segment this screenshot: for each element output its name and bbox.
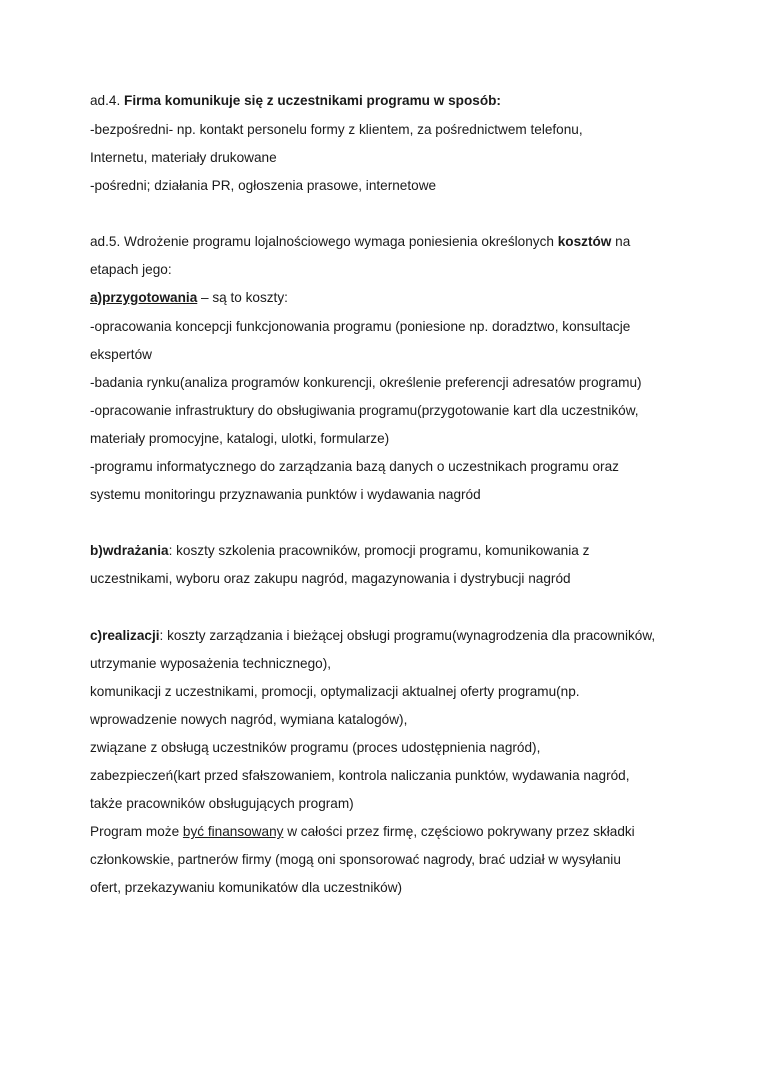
ad4-prefix: ad.4.: [90, 93, 125, 108]
text-line: -programu informatycznego do zarządzania bazą danych o uczestnikach programu oraz: [90, 459, 619, 474]
section-a-heading: [90, 289, 750, 307]
text-line: zabezpieczeń(kart przed sfałszowaniem, kontrola naliczania punktów, wydawania nagród,: [90, 768, 630, 783]
ad5-intro-end: na: [611, 234, 631, 249]
text-line: etapach jego:: [90, 262, 172, 277]
text-line: Internetu, materiały drukowane: [90, 150, 277, 165]
text-line: ofert, przekazywaniu komunikatów dla uczestników): [90, 880, 403, 895]
ad4-heading-line: [90, 92, 750, 110]
financing-line: [90, 823, 750, 841]
section-b-rest: : koszty szkolenia pracowników, promocji programu, komunikowania z: [168, 543, 590, 558]
text-line: -opracowania koncepcji funkcjonowania programu (poniesione np. doradztwo, konsultacje: [90, 319, 631, 334]
financing-underline: być finansowany: [182, 824, 284, 839]
text-line: członkowskie, partnerów firmy (mogą oni sponsorować nagrody, brać udział w wysyłaniu: [90, 852, 621, 867]
text-line: -opracowanie infrastruktury do obsługiwania programu(przygotowanie kart dla uczestników,: [90, 403, 639, 418]
text-line: także pracowników obsługujących program): [90, 796, 354, 811]
ad4-heading: Firma komunikuje się z uczestnikami programu w sposób:: [124, 93, 501, 108]
ad5-intro-text: ad.5. Wdrożenie programu lojalnościowego wymaga poniesienia określonych: [90, 234, 558, 249]
financing-pre: Program może: [90, 824, 183, 839]
text-line: ekspertów: [90, 347, 152, 362]
section-b-label: b)wdrażania: [90, 543, 169, 558]
text-line: -bezpośredni- np. kontakt personelu formy z klientem, za pośrednictwem telefonu,: [90, 122, 583, 137]
section-c-heading: [90, 627, 750, 645]
text-line: systemu monitoringu przyznawania punktów i wydawania nagród: [90, 487, 481, 502]
text-line: związane z obsługą uczestników programu (proces udostępnienia nagród),: [90, 740, 541, 755]
ad5-costs-bold: kosztów: [557, 234, 612, 249]
text-line: materiały promocyjne, katalogi, ulotki, formularze): [90, 431, 390, 446]
section-c-rest: : koszty zarządzania i bieżącej obsługi programu(wynagrodzenia dla pracowników,: [159, 628, 656, 643]
text-line: -pośredni; działania PR, ogłoszenia prasowe, internetowe: [90, 178, 437, 193]
ad5-intro-line: [90, 233, 750, 251]
section-a-rest: – są to koszty:: [197, 290, 288, 305]
text-line: komunikacji z uczestnikami, promocji, optymalizacji aktualnej oferty programu(np.: [90, 684, 580, 699]
text-line: uczestnikami, wyboru oraz zakupu nagród, magazynowania i dystrybucji nagród: [90, 571, 571, 586]
text-line: wprowadzenie nowych nagród, wymiana katalogów),: [90, 712, 408, 727]
text-line: -badania rynku(analiza programów konkurencji, określenie preferencji adresatów programu): [90, 375, 642, 390]
section-b-heading: [90, 542, 750, 560]
text-line: utrzymanie wyposażenia technicznego),: [90, 656, 332, 671]
section-a-label: a)przygotowania: [90, 290, 198, 305]
section-c-label: c)realizacji: [90, 628, 160, 643]
financing-post: w całości przez firmę, częściowo pokrywany przez składki: [283, 824, 635, 839]
